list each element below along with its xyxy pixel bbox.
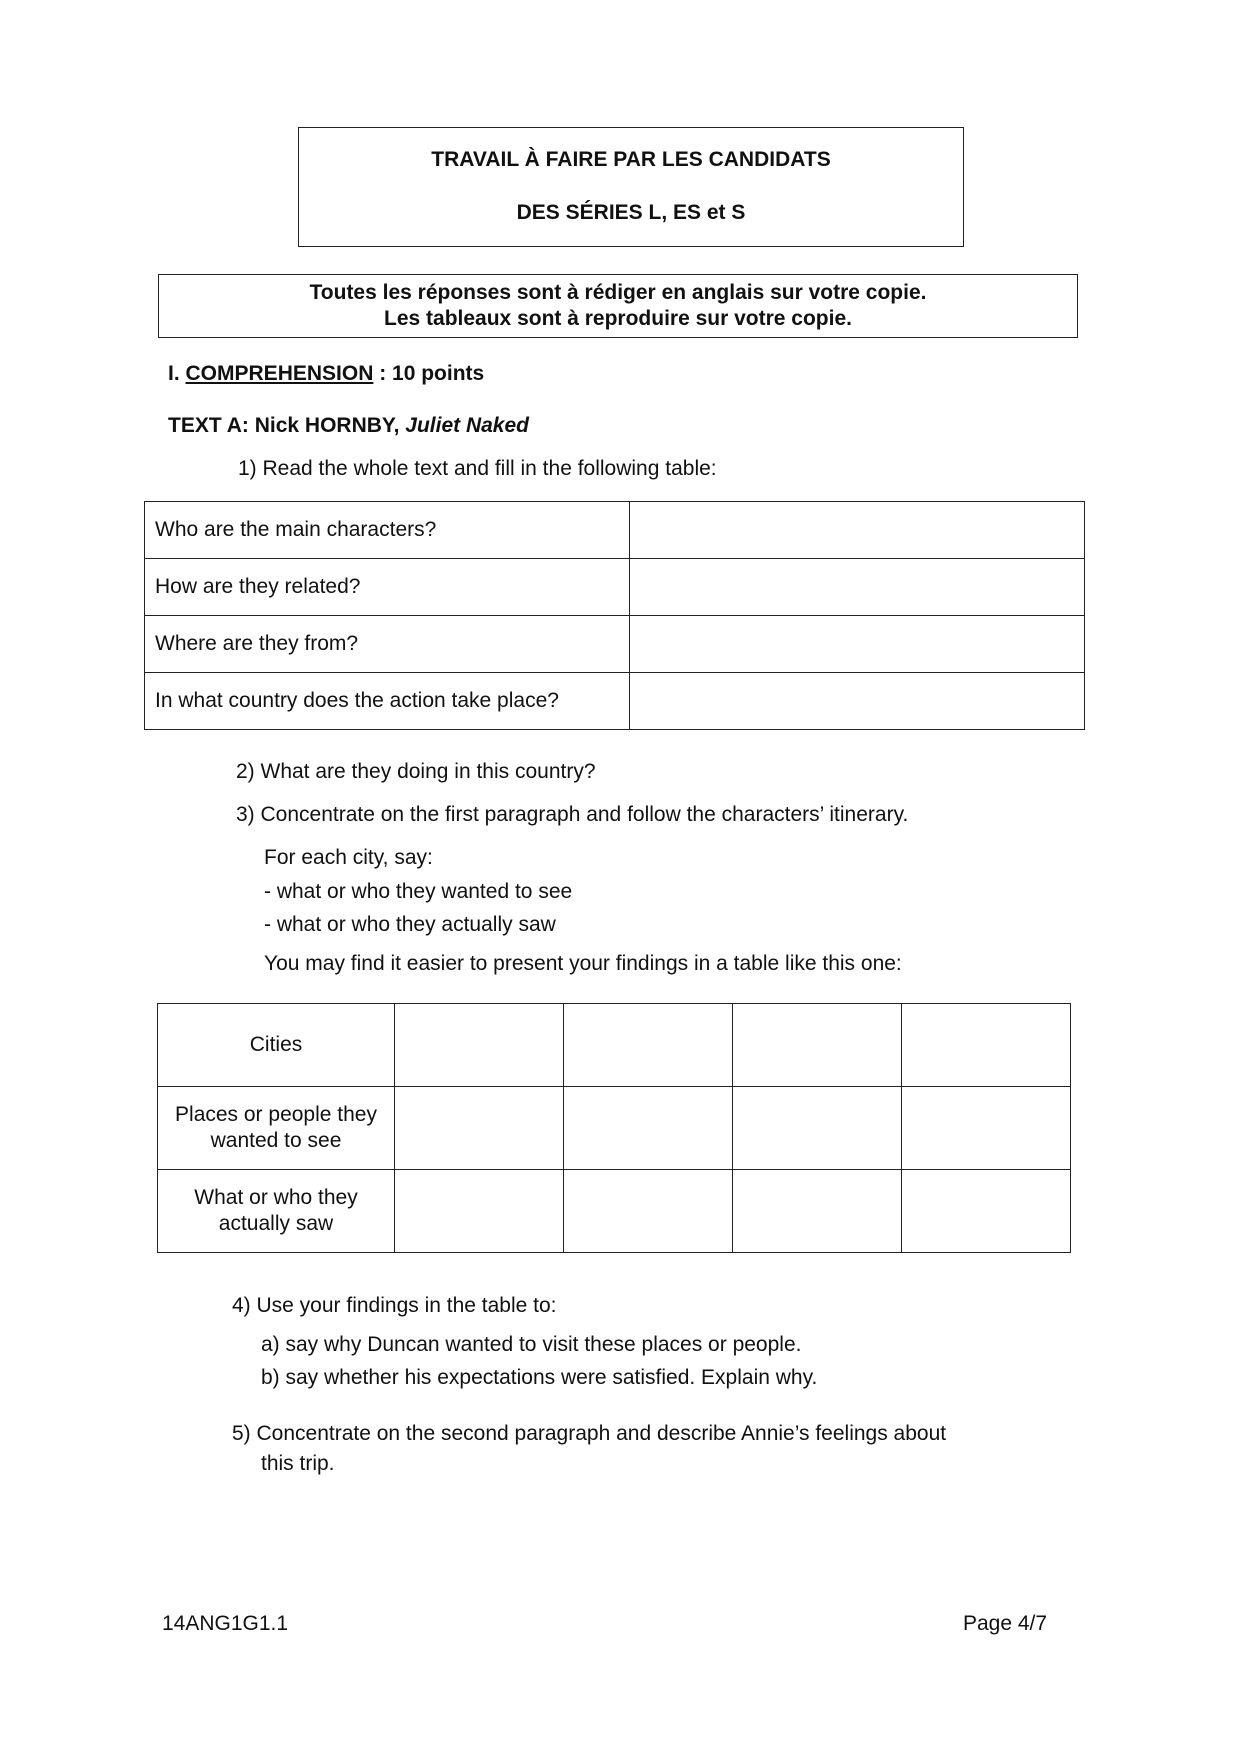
question-5-line-2: this trip. bbox=[261, 1452, 335, 1475]
table-cell-question: Who are the main characters? bbox=[145, 502, 630, 559]
question-3-sub-2: - what or who they wanted to see bbox=[264, 880, 573, 903]
table-row bbox=[145, 673, 1085, 730]
table-row bbox=[158, 1170, 1071, 1253]
table-cell-header: Places or people they wanted to see bbox=[158, 1087, 395, 1170]
table-row bbox=[158, 1087, 1071, 1170]
question-4-b: b) say whether his expectations were satisfied. Explain why. bbox=[261, 1366, 818, 1389]
instructions-line-2: Les tableaux sont à reproduire sur votre copie. bbox=[384, 307, 852, 330]
page-number: Page 4/7 bbox=[963, 1612, 1048, 1635]
table-row bbox=[145, 502, 1085, 559]
text-a-heading bbox=[168, 414, 529, 438]
question-3: 3) Concentrate on the first paragraph and follow the characters’ itinerary. bbox=[236, 803, 909, 826]
header-box bbox=[298, 127, 964, 247]
table-cell-empty bbox=[733, 1004, 902, 1087]
instructions-box bbox=[158, 274, 1078, 338]
table-cell-question: In what country does the action take place? bbox=[145, 673, 630, 730]
table-cell-empty bbox=[902, 1170, 1071, 1253]
table-cell-empty bbox=[395, 1004, 564, 1087]
question-4-a: a) say why Duncan wanted to visit these places or people. bbox=[261, 1333, 802, 1356]
instructions-line-1: Toutes les réponses sont à rédiger en anglais sur votre copie. bbox=[309, 281, 927, 304]
table-cell-answer bbox=[630, 502, 1085, 559]
table-row bbox=[145, 559, 1085, 616]
question-2: 2) What are they doing in this country? bbox=[236, 760, 596, 783]
table-cell-empty bbox=[564, 1170, 733, 1253]
table-cell-question: How are they related? bbox=[145, 559, 630, 616]
table-cell-answer bbox=[630, 616, 1085, 673]
table-cell-empty bbox=[395, 1087, 564, 1170]
text-a-title: Juliet Naked bbox=[405, 414, 529, 437]
table-cell-empty bbox=[733, 1087, 902, 1170]
characters-table bbox=[144, 501, 1085, 730]
question-5-line-1: 5) Concentrate on the second paragraph and describe Annie’s feelings about bbox=[232, 1422, 947, 1445]
table-row bbox=[158, 1004, 1071, 1087]
question-3-sub-4: You may find it easier to present your findings in a table like this one: bbox=[264, 952, 902, 975]
question-3-sub-1: For each city, say: bbox=[264, 846, 433, 869]
table-cell-empty bbox=[395, 1170, 564, 1253]
table-cell-empty bbox=[902, 1004, 1071, 1087]
table-cell-question: Where are they from? bbox=[145, 616, 630, 673]
section-suffix: : 10 points bbox=[373, 362, 485, 385]
table-cell-empty bbox=[564, 1004, 733, 1087]
table-cell-empty bbox=[733, 1170, 902, 1253]
itinerary-table bbox=[157, 1003, 1071, 1253]
table-cell-empty bbox=[564, 1087, 733, 1170]
section-heading bbox=[168, 362, 484, 386]
question-4: 4) Use your findings in the table to: bbox=[232, 1294, 557, 1317]
table-cell-answer bbox=[630, 559, 1085, 616]
header-line-1: TRAVAIL À FAIRE PAR LES CANDIDATS bbox=[431, 148, 831, 171]
question-3-sub-3: - what or who they actually saw bbox=[264, 913, 556, 936]
section-prefix: I. bbox=[168, 362, 186, 385]
question-1: 1) Read the whole text and fill in the following table: bbox=[238, 457, 717, 480]
table-cell-empty bbox=[902, 1087, 1071, 1170]
section-title: COMPREHENSION bbox=[185, 362, 374, 385]
table-row bbox=[145, 616, 1085, 673]
header-line-2: DES SÉRIES L, ES et S bbox=[516, 201, 746, 224]
document-code: 14ANG1G1.1 bbox=[162, 1612, 289, 1635]
table-cell-header: Cities bbox=[158, 1004, 395, 1087]
table-cell-header: What or who they actually saw bbox=[158, 1170, 395, 1253]
text-a-label: TEXT A: Nick HORNBY, bbox=[168, 414, 406, 437]
table-cell-answer bbox=[630, 673, 1085, 730]
